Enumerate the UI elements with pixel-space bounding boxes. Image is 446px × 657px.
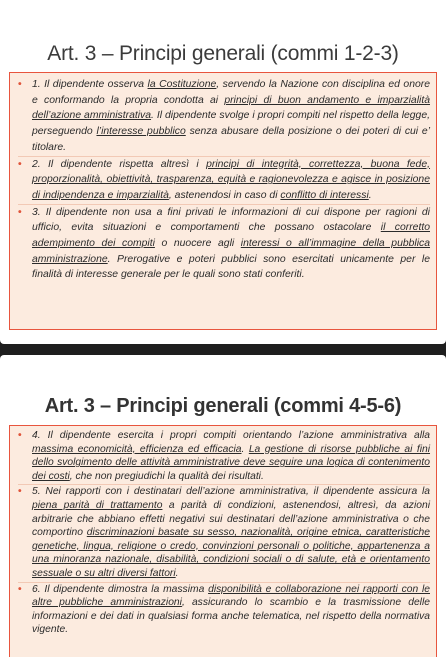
comma-text: 5. Nei rapporti con i destinatari dell’azione amministrativa, il dipendente assicura la	[32, 486, 430, 498]
underlined-term: interessi o all’immagine della pubblica amministrazione	[32, 238, 430, 265]
comma-text: 1. Il dipendente osserva	[32, 79, 148, 90]
underlined-term: principi di integrità, correttezza, buona fede, proporzionalità, obiettività, trasparenza, equità e ragionevolezza e agisce in posizione di indipendenza e imparzialità	[32, 158, 431, 201]
underlined-term: il corretto adempimento dei compiti	[32, 222, 430, 250]
comma-text: .	[175, 567, 179, 579]
content-box	[9, 72, 437, 330]
underlined-term: la Costituzione	[147, 79, 217, 90]
comma-text: 3. Il dipendente non usa a fini privati le informazioni di cui dispone per ragioni di ufficio, evita situazioni e comportamenti che possano ostacolare	[32, 206, 430, 234]
comma-text: , servendo la Nazione con disciplina ed onore e conformando la propria condotta ai	[32, 79, 430, 106]
underlined-term: conflitto di interessi	[280, 189, 369, 201]
slide-principi-commi-4-5-6	[0, 355, 446, 657]
comma-text: . Prerogative e poteri pubblici sono esercitati unicamente per le finalità di interesse generale per le quali sono stati conferiti.	[32, 253, 430, 281]
comma-5	[18, 484, 430, 580]
underlined-term: l’interesse pubblico	[96, 126, 186, 138]
comma-6	[18, 582, 430, 637]
comma-text: .	[241, 443, 249, 455]
comma-text: 4. Il dipendente esercita i propri compiti orientando l’azione amministrativa alla	[32, 430, 430, 441]
comma-text: o nuocere agli	[154, 238, 241, 250]
comma-2	[18, 156, 430, 204]
comma-1	[18, 77, 430, 156]
comma-text: , che non pregiudichi la qualità dei risultati.	[69, 470, 264, 482]
slide-title: Art. 3 – Principi generali (commi 1-2-3)	[47, 42, 399, 65]
comma-text: . Il dipendente svolge i propri compiti nel rispetto della legge, perseguendo	[32, 110, 431, 138]
underlined-term: discriminazioni basate su sesso, nazionalità, origine etnica, caratteristiche genetiche, lingua, religione o credo, convinzioni personali o politiche, appartenenza a una minoranza nazionale, disabilità, condizioni sociali o di salute, età e orientamento sessuale o su altri diversi fattori	[32, 527, 430, 579]
underlined-term: disponibilità e collaborazione nei rapporti con le altre pubbliche amministrazioni	[32, 583, 430, 609]
comma-text: 6. Il dipendente dimostra la massima	[32, 583, 209, 595]
slide-title: Art. 3 – Principi generali (commi 4-5-6)	[44, 395, 402, 417]
underlined-term: principi di buon andamento e imparzialità dell’azione amministrativa	[32, 94, 430, 122]
underlined-term: La gestione di risorse pubbliche ai fini dello svolgimento delle attività amministrative deve seguire una logica di contenimento dei costi	[32, 443, 431, 482]
comma-4	[18, 429, 430, 483]
comma-text: 2. Il dipendente rispetta altresì i	[32, 158, 207, 170]
comma-3	[18, 204, 430, 284]
comma-text: .	[368, 189, 372, 201]
comma-text: , assicurando lo scambio e la trasmissione delle informazioni e dei dati in qualsiasi forma anche telematica, nel rispetto della normativa vigente.	[32, 597, 430, 636]
content-box	[9, 425, 437, 657]
underlined-term: massima economicità, efficienza ed efficacia	[32, 443, 242, 455]
comma-text: a parità di condizioni, astenendosi, altresì, da azioni arbitrarie che abbiano effetti negativi sui destinatari dell’azione amministrativa o che comportino	[32, 499, 430, 539]
comma-text: , astenendosi in caso di	[168, 189, 281, 201]
comma-text: senza abusare della posizione o dei poteri di cui e’ titolare.	[32, 126, 430, 153]
underlined-term: piena parità di trattamento	[32, 499, 163, 511]
